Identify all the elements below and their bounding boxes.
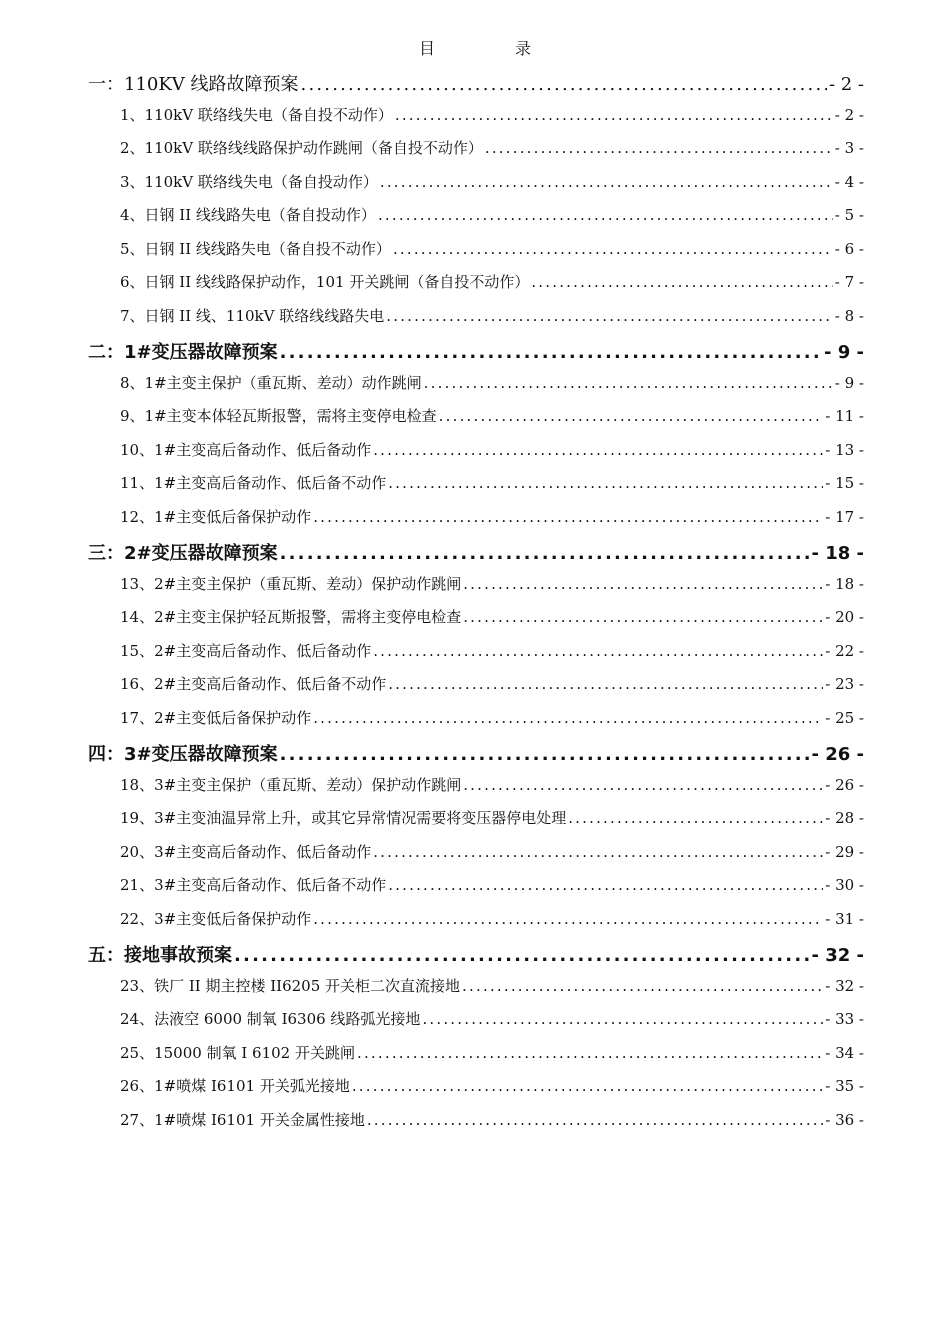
toc-leader-dots: [367, 1111, 823, 1129]
toc-leader-dots: [463, 575, 823, 593]
toc-item-entry[interactable]: [88, 1042, 864, 1076]
toc-page-number: - 26 -: [825, 775, 864, 794]
toc-entry-text: 20、3#主变高后备动作、低后备动作: [120, 842, 372, 861]
toc-item-entry[interactable]: [88, 506, 864, 540]
toc-page-number: - 18 -: [825, 574, 864, 593]
toc-leader-dots: [424, 374, 833, 392]
toc-leader-dots: [531, 273, 832, 291]
toc-entry-text: 三：2#变压器故障预案: [88, 543, 278, 564]
toc-entry-text: 12、1#主变低后备保护动作: [120, 507, 312, 526]
toc-page-number: - 33 -: [825, 1010, 864, 1028]
toc-entry-text: 17、2#主变低后备保护动作: [120, 708, 312, 727]
toc-entry-text: 22、3#主变低后备保护动作: [120, 909, 312, 928]
toc-leader-dots: [313, 910, 823, 928]
toc-leader-dots: [388, 474, 823, 492]
toc-entry-text: 16、2#主变高后备动作、低后备不动作: [120, 675, 387, 693]
toc-leader-dots: [422, 1010, 823, 1028]
toc-entry-text: 7、日钢 II 线、110kV 联络线线路失电: [120, 306, 385, 325]
toc-entry-text: 13、2#主变主保护（重瓦斯、差动）保护动作跳闸: [120, 574, 462, 593]
toc-item-entry[interactable]: [88, 1075, 864, 1109]
toc-item-entry[interactable]: [88, 305, 864, 339]
toc-entry-text: 四：3#变压器故障预案: [88, 744, 278, 765]
toc-leader-dots: [373, 843, 823, 861]
toc-page-number: - 17 -: [825, 507, 864, 526]
toc-entry-text: 一：110KV 线路故障预案: [88, 74, 299, 95]
toc-page-number: - 9 -: [824, 342, 864, 363]
toc-page-number: - 25 -: [825, 708, 864, 727]
toc-entry-text: 6、日钢 II 线线路保护动作，101 开关跳闸（备自投不动作）: [120, 273, 530, 291]
toc-entry-text: 19、3#主变油温异常上升，或其它异常情况需要将变压器停电处理: [120, 809, 567, 827]
toc-leader-dots: [301, 74, 827, 95]
toc-page-number: - 29 -: [825, 842, 864, 861]
toc-item-entry[interactable]: [88, 975, 864, 1009]
toc-entry-text: 10、1#主变高后备动作、低后备动作: [120, 440, 372, 459]
toc-entry-text: 3、110kV 联络线失电（备自投动作）: [120, 172, 378, 191]
toc-item-entry[interactable]: [88, 774, 864, 808]
toc-leader-dots: [352, 1077, 823, 1095]
toc-entry-text: 9、1#主变本体轻瓦斯报警，需将主变停电检查: [120, 407, 437, 425]
toc-page-number: - 8 -: [834, 306, 864, 325]
toc-leader-dots: [386, 307, 833, 325]
toc-page-number: - 13 -: [825, 440, 864, 459]
toc-item-entry[interactable]: [88, 640, 864, 674]
toc-leader-dots: [313, 508, 823, 526]
toc-page-number: - 22 -: [825, 641, 864, 660]
toc-item-entry[interactable]: [88, 1008, 864, 1042]
toc-leader-dots: [463, 776, 823, 794]
toc-entry-text: 27、1#喷煤 I6101 开关金属性接地: [120, 1110, 365, 1129]
toc-leader-dots: [395, 106, 833, 124]
toc-page-number: - 32 -: [811, 945, 864, 966]
toc-item-entry[interactable]: [88, 707, 864, 741]
toc-title: 目 录: [418, 39, 563, 58]
toc-entry-text: 11、1#主变高后备动作、低后备不动作: [120, 474, 387, 492]
toc-entry-text: 14、2#主变主保护轻瓦斯报警，需将主变停电检查: [120, 608, 462, 626]
toc-item-entry[interactable]: [88, 137, 864, 171]
toc-page-number: - 3 -: [834, 139, 864, 157]
toc-entry-text: 23、铁厂 II 期主控楼 II6205 开关柜二次直流接地: [120, 976, 461, 995]
toc-page-number: - 11 -: [825, 407, 864, 425]
toc-page-number: - 9 -: [834, 373, 864, 392]
toc-item-entry[interactable]: [88, 908, 864, 942]
toc-item-entry[interactable]: [88, 439, 864, 473]
table-of-contents: [88, 70, 864, 1142]
toc-entry-text: 24、法液空 6000 制氧 I6306 线路弧光接地: [120, 1010, 421, 1028]
toc-page-number: - 18 -: [811, 543, 864, 564]
toc-leader-dots: [313, 709, 823, 727]
toc-item-entry[interactable]: [88, 606, 864, 640]
toc-leader-dots: [234, 945, 809, 966]
toc-page-number: - 7 -: [834, 273, 864, 291]
toc-entry-text: 8、1#主变主保护（重瓦斯、差动）动作跳闸: [120, 373, 422, 392]
toc-leader-dots: [378, 206, 833, 224]
toc-leader-dots: [463, 608, 823, 626]
toc-section-entry[interactable]: [88, 539, 864, 573]
toc-page-number: - 34 -: [825, 1043, 864, 1062]
toc-page-number: - 6 -: [834, 239, 864, 258]
toc-leader-dots: [373, 642, 823, 660]
toc-entry-text: 2、110kV 联络线线路保护动作跳闸（备自投不动作）: [120, 139, 483, 157]
toc-leader-dots: [280, 342, 822, 363]
toc-leader-dots: [485, 139, 833, 157]
toc-item-entry[interactable]: [88, 841, 864, 875]
toc-leader-dots: [357, 1044, 823, 1062]
toc-page-number: - 4 -: [834, 172, 864, 191]
toc-item-entry[interactable]: [88, 372, 864, 406]
toc-page-number: - 28 -: [825, 809, 864, 827]
toc-page-number: - 31 -: [825, 909, 864, 928]
toc-item-entry[interactable]: [88, 405, 864, 439]
toc-page-number: - 23 -: [825, 675, 864, 693]
toc-entry-text: 二：1#变压器故障预案: [88, 342, 278, 363]
toc-leader-dots: [388, 876, 823, 894]
toc-page-number: - 30 -: [825, 876, 864, 894]
toc-entry-text: 4、日钢 II 线线路失电（备自投动作）: [120, 206, 376, 224]
toc-page-number: - 32 -: [825, 976, 864, 995]
toc-leader-dots: [462, 977, 823, 995]
toc-page-number: - 36 -: [825, 1110, 864, 1129]
toc-page-number: - 5 -: [834, 206, 864, 224]
toc-item-entry[interactable]: [88, 472, 864, 506]
toc-item-entry[interactable]: [88, 1109, 864, 1143]
toc-leader-dots: [568, 809, 823, 827]
toc-item-entry[interactable]: [88, 874, 864, 908]
toc-section-entry[interactable]: [88, 740, 864, 774]
toc-page-number: - 15 -: [825, 474, 864, 492]
toc-leader-dots: [380, 173, 833, 191]
toc-entry-text: 25、15000 制氧 I 6102 开关跳闸: [120, 1043, 355, 1062]
toc-page-number: - 2 -: [828, 74, 864, 95]
toc-page-number: - 35 -: [825, 1077, 864, 1095]
toc-leader-dots: [280, 543, 810, 564]
toc-item-entry[interactable]: [88, 238, 864, 272]
toc-item-entry[interactable]: [88, 807, 864, 841]
toc-entry-text: 21、3#主变高后备动作、低后备不动作: [120, 876, 387, 894]
toc-item-entry[interactable]: [88, 271, 864, 305]
toc-entry-text: 五：接地事故预案: [88, 945, 232, 966]
toc-page-number: - 26 -: [811, 744, 864, 765]
toc-item-entry[interactable]: [88, 673, 864, 707]
toc-entry-text: 1、110kV 联络线失电（备自投不动作）: [120, 105, 393, 124]
toc-item-entry[interactable]: [88, 171, 864, 205]
toc-leader-dots: [393, 240, 833, 258]
toc-leader-dots: [373, 441, 823, 459]
toc-entry-text: 5、日钢 II 线线路失电（备自投不动作）: [120, 239, 391, 258]
toc-entry-text: 18、3#主变主保护（重瓦斯、差动）保护动作跳闸: [120, 775, 462, 794]
toc-section-entry[interactable]: [88, 941, 864, 975]
toc-section-entry[interactable]: [88, 338, 864, 372]
toc-item-entry[interactable]: [88, 104, 864, 138]
toc-item-entry[interactable]: [88, 204, 864, 238]
toc-item-entry[interactable]: [88, 573, 864, 607]
toc-page-number: - 2 -: [834, 105, 864, 124]
toc-section-entry[interactable]: [88, 70, 864, 104]
toc-entry-text: 15、2#主变高后备动作、低后备动作: [120, 641, 372, 660]
toc-entry-text: 26、1#喷煤 I6101 开关弧光接地: [120, 1077, 350, 1095]
toc-leader-dots: [388, 675, 823, 693]
toc-leader-dots: [439, 407, 824, 425]
toc-page-number: - 20 -: [825, 608, 864, 626]
toc-leader-dots: [280, 744, 810, 765]
